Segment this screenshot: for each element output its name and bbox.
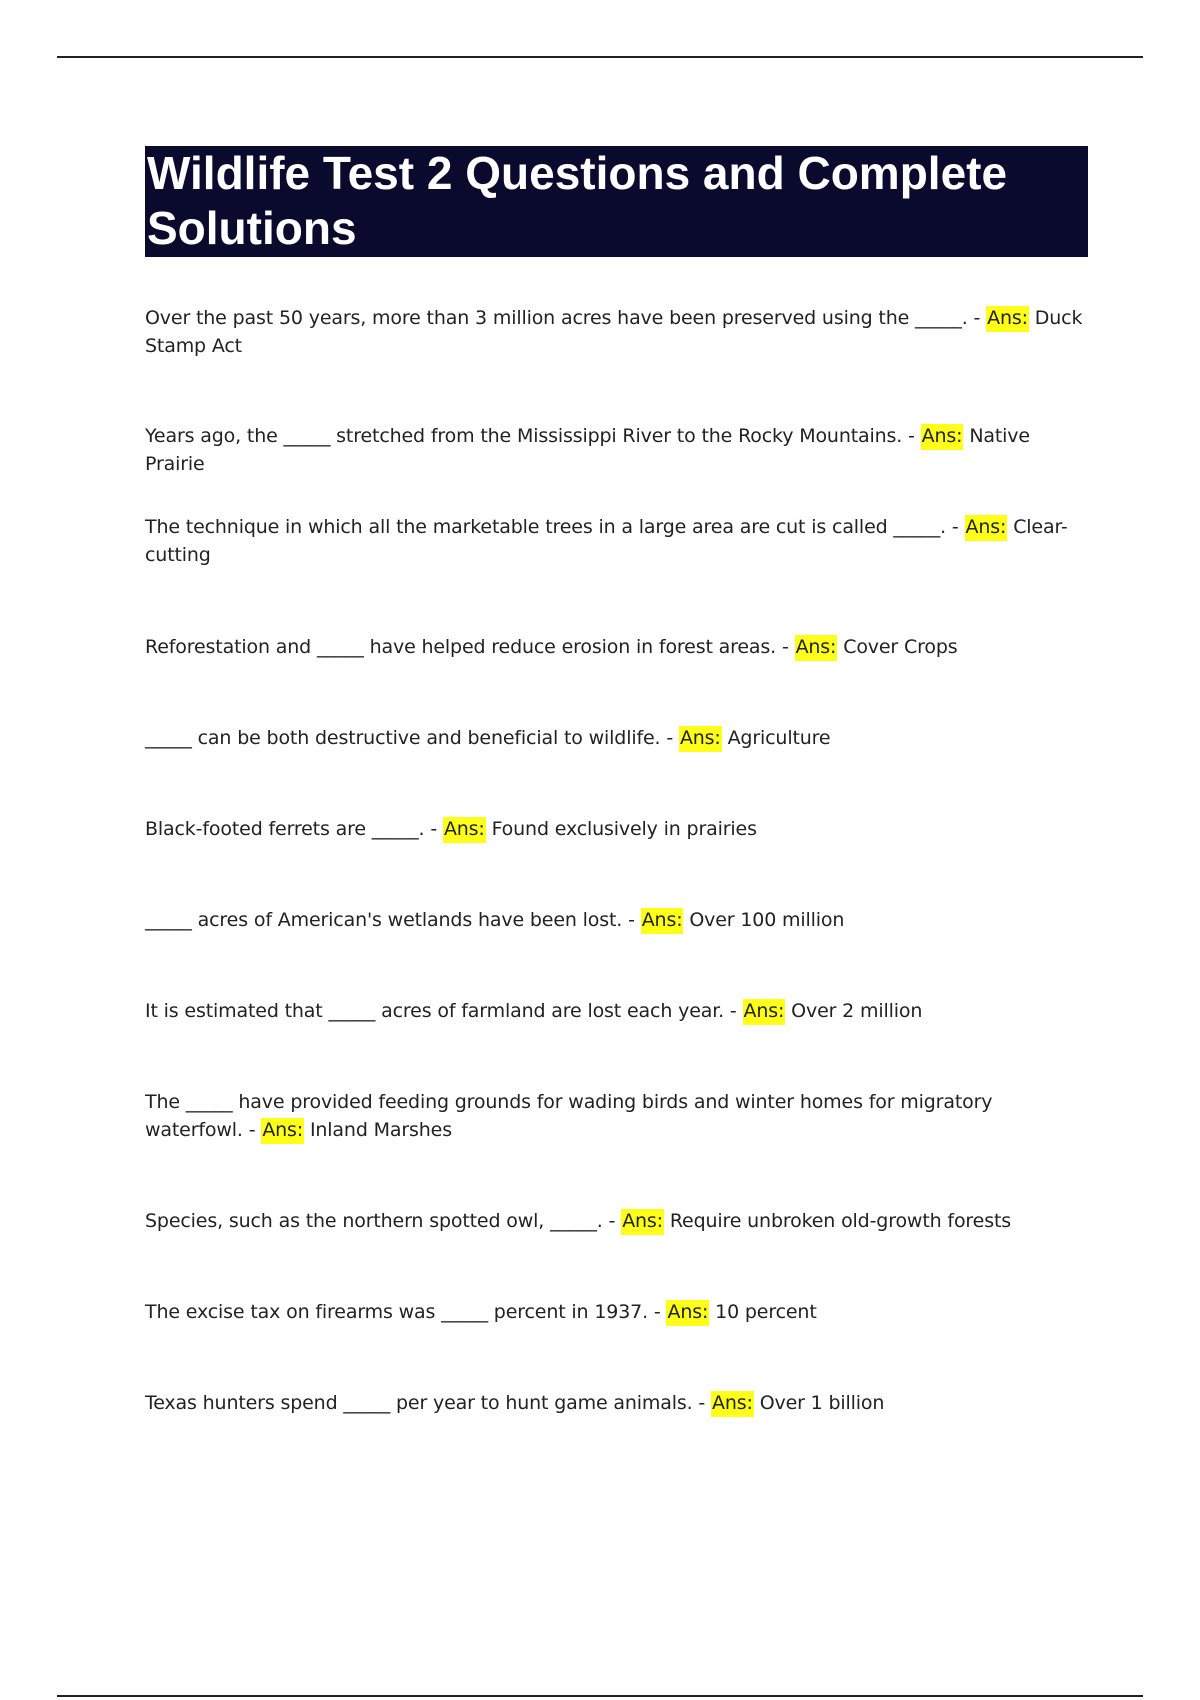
answer-label: Ans:	[261, 1118, 304, 1144]
answer-text: Over 1 billion	[759, 1392, 885, 1414]
answer-text: Cover Crops	[843, 636, 958, 658]
answer-text: Duck Stamp Act	[145, 307, 1083, 357]
qa-item	[145, 815, 1090, 843]
answer-text: 10 percent	[715, 1301, 817, 1323]
separator: -	[242, 1119, 262, 1141]
document-title: Wildlife Test 2 Questions and Complete Solutions	[145, 146, 1088, 257]
question-text: _____ acres of American's wetlands have been lost.	[145, 909, 623, 931]
qa-item	[145, 304, 1090, 360]
separator: -	[946, 516, 965, 538]
separator: -	[622, 909, 641, 931]
answer-label: Ans:	[921, 424, 964, 450]
separator: -	[776, 636, 795, 658]
answer-label: Ans:	[986, 306, 1029, 332]
separator: -	[724, 1000, 743, 1022]
qa-item	[145, 513, 1090, 569]
top-rule	[57, 56, 1143, 58]
bottom-rule	[57, 1695, 1143, 1697]
separator: -	[424, 818, 443, 840]
question-text: Species, such as the northern spotted owl, _____.	[145, 1210, 603, 1232]
separator: -	[647, 1301, 667, 1323]
answer-label: Ans:	[679, 726, 722, 752]
question-text: It is estimated that _____ acres of farmland are lost each year.	[145, 1000, 725, 1022]
question-text: The technique in which all the marketable trees in a large area are cut is called _____.	[145, 516, 947, 538]
qa-item	[145, 633, 1090, 661]
question-text: Years ago, the _____ stretched from the Mississippi River to the Rocky Mountains.	[145, 425, 903, 447]
answer-label: Ans:	[795, 635, 838, 661]
qa-item	[145, 1088, 1090, 1144]
answer-text: Found exclusively in prairies	[491, 818, 757, 840]
qa-item	[145, 1207, 1090, 1235]
answer-label: Ans:	[641, 908, 684, 934]
answer-label: Ans:	[443, 817, 486, 843]
answer-label: Ans:	[711, 1391, 754, 1417]
question-text: The _____ have provided feeding grounds for wading birds and winter homes for migratory waterfowl.	[145, 1091, 993, 1141]
separator: -	[692, 1392, 712, 1414]
answer-text: Over 2 million	[791, 1000, 923, 1022]
question-text: Reforestation and _____ have helped reduce erosion in forest areas.	[145, 636, 777, 658]
question-text: Texas hunters spend _____ per year to hunt game animals.	[145, 1392, 693, 1414]
question-text: The excise tax on firearms was _____ percent in 1937.	[145, 1301, 648, 1323]
question-text: Over the past 50 years, more than 3 million acres have been preserved using the _____.	[145, 307, 968, 329]
separator: -	[602, 1210, 622, 1232]
qa-item	[145, 422, 1090, 478]
answer-label: Ans:	[666, 1300, 709, 1326]
qa-item	[145, 906, 1090, 934]
answer-text: Clear-cutting	[145, 516, 1068, 566]
answer-text: Native Prairie	[145, 425, 1030, 475]
answer-text: Agriculture	[727, 727, 831, 749]
qa-item	[145, 1298, 1090, 1326]
separator: -	[967, 307, 987, 329]
question-text: _____ can be both destructive and beneficial to wildlife.	[145, 727, 661, 749]
qa-item	[145, 1389, 1090, 1417]
answer-label: Ans:	[743, 999, 786, 1025]
answer-label: Ans:	[621, 1209, 664, 1235]
answer-text: Over 100 million	[689, 909, 845, 931]
answer-label: Ans:	[965, 515, 1008, 541]
qa-item	[145, 724, 1090, 752]
answer-text: Inland Marshes	[309, 1119, 452, 1141]
separator: -	[660, 727, 679, 749]
answer-text: Require unbroken old-growth forests	[669, 1210, 1011, 1232]
question-text: Black-footed ferrets are _____.	[145, 818, 425, 840]
qa-item	[145, 997, 1090, 1025]
separator: -	[902, 425, 921, 447]
